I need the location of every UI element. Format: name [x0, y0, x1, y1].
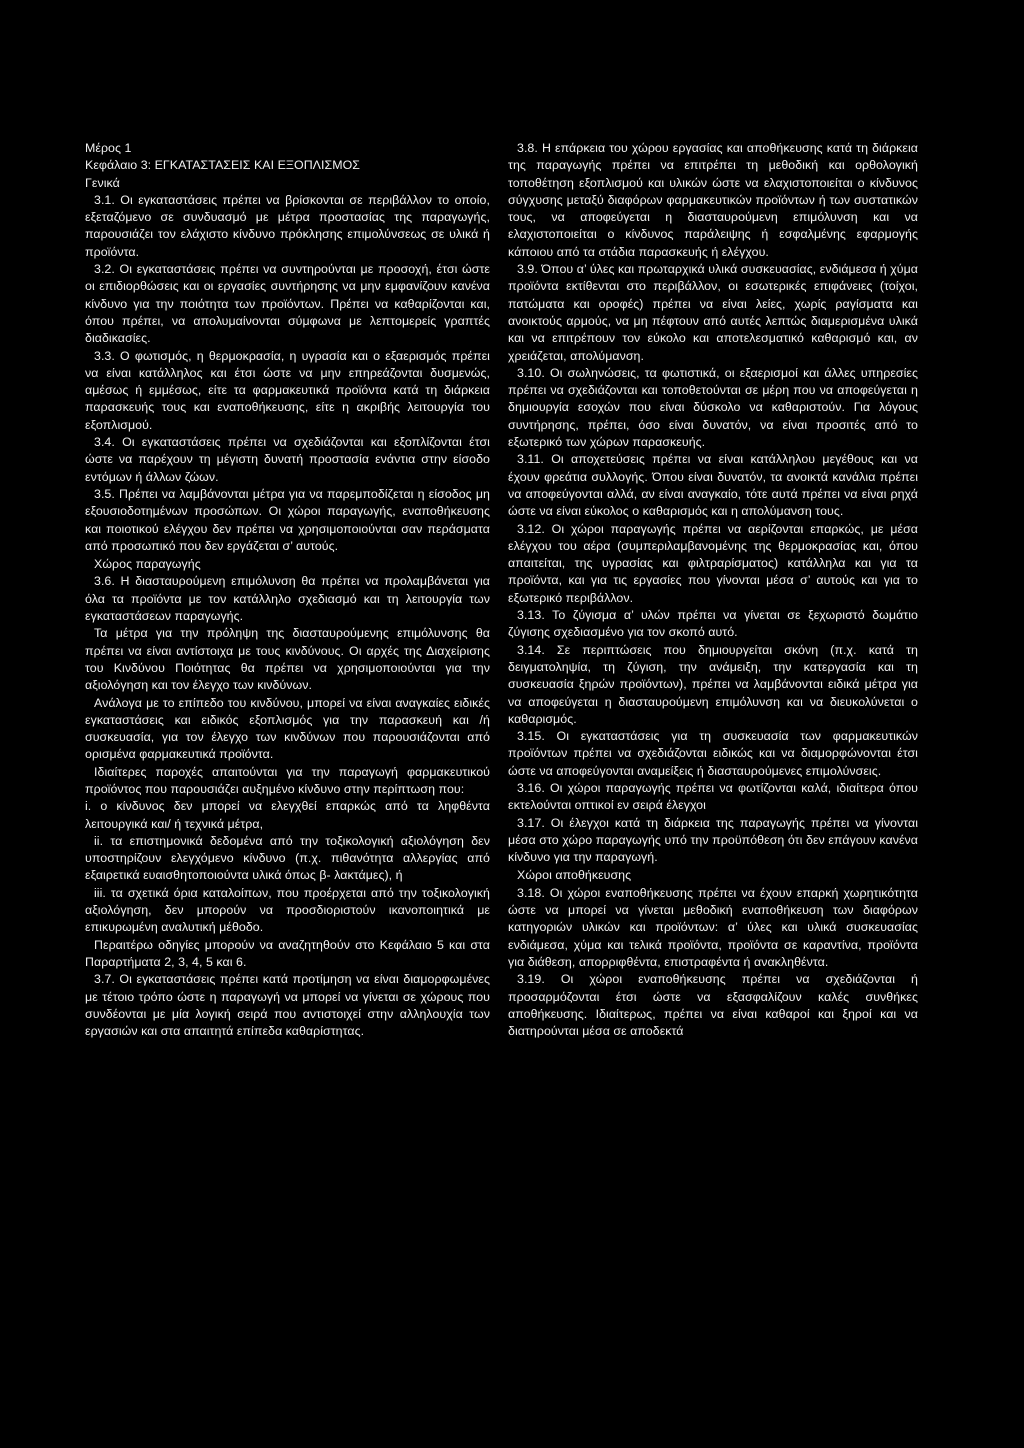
left-column [85, 140, 490, 1040]
section-heading-storage: Χώροι αποθήκευσης [517, 868, 632, 883]
paragraph-3-15: 3.15. Οι εγκαταστάσεις για τη συσκευασία των φαρμακευτικών προϊόντων πρέπει να σχεδιάζονται ειδικώς και να διαμορφώνονται έτσι ώστε να αποφεύγονται αναμείξεις ή διασταυρούμενες επιμολύνσεις. [508, 729, 918, 778]
paragraph-3-5: 3.5. Πρέπει να λαμβάνονται μέτρα για να παρεμποδίζεται η είσοδος μη εξουσιοδοτημένων προσώπων. Οι χώροι παραγωγής, εναποθήκευσης και ποιοτικού ελέγχου δεν πρέπει να χρησιμοποιούνται σαν περάσματα από προσωπικό που δεν εργάζεται σ’ αυτούς. [85, 486, 490, 553]
paragraph-3-7: 3.7. Οι εγκαταστάσεις πρέπει κατά προτίμηση να είναι διαμορφωμένες με τέτοιο τρόπο ώστε η παραγωγή να μπορεί να γίνεται σε χώρους που συνδέονται με μία λογική σειρά που αντιστοιχεί στην αλληλουχία των εργασιών και στα απαιτητά επίπεδα καθαρίστητας. [85, 972, 490, 1039]
paragraph-3-18: 3.18. Οι χώροι εναποθήκευσης πρέπει να έχουν επαρκή χωρητικότητα ώστε να μπορεί να γίνεται μεθοδική εναποθήκευση των διαφόρων κατηγοριών υλικών και προϊόντων: α’ ύλες και υλικά συσκευασίας ενδιάμεσα, χύμα και τελικά προϊόντα, προϊόντα σε καραντίνα, προϊόντα για διάθεση, απορριφθέντα, επιστραφέντα ή ανακληθέντα. [508, 885, 918, 969]
list-item-i: i. ο κίνδυνος δεν μπορεί να ελεγχθεί επαρκώς από τα ληφθέντα λειτουργικά και/ ή τεχνικά μέτρα, [85, 799, 490, 831]
paragraph-3-13: 3.13. Το ζύγισμα α’ υλών πρέπει να γίνεται σε ξεχωριστό δωμάτιο ζύγισης σχεδιασμένο για τον σκοπό αυτό. [508, 608, 918, 640]
paragraph-3-11: 3.11. Οι αποχετεύσεις πρέπει να είναι κατάλληλου μεγέθους και να έχουν φρεάτια συλλογής. Όπου είναι δυνατόν, τα ανοικτά κανάλια πρέπει να αποφεύγονται αλλά, αν είναι αναγκαίο, τότε αυτά πρέπει να είναι ρηχά ώστε να είναι εύκολος ο καθαρισμός και η απολύμανση τους. [508, 452, 918, 519]
paragraph-3-3: 3.3. Ο φωτισμός, η θερμοκρασία, η υγρασία και ο εξαερισμός πρέπει να είναι κατάλληλος και έτσι ώστε να μην επηρεάζονται δυσμενώς, αμέσως ή εμμέσως, είτε τα φαρμακευτικά προϊόντα κατά τη διάρκεια παρασκευής τους και εναποθήκευσης, είτε η ακριβής λειτουργία του εξοπλισμού. [85, 348, 490, 432]
paragraph-3-10: 3.10. Οι σωληνώσεις, τα φωτιστικά, οι εξαερισμοί και άλλες υπηρεσίες πρέπει να σχεδιάζονται και τοποθετούνται σε μέρη που να αποφεύγεται η δημιουργία εσοχών που είναι δύσκολο να καθαριστούν. Για λόγους συντήρησης, πρέπει, όσο είναι δυνατόν, να είναι προσιτές από το εξωτερικό των χώρων παρασκευής. [508, 365, 918, 450]
paragraph-3-12: 3.12. Οι χώροι παραγωγής πρέπει να αερίζονται επαρκώς, με μέσα ελέγχου του αέρα (συμπεριλαμβανομένης της θερμοκρασίας και, όπου απαιτείται, της υγρασίας και φιλτραρίσματος) κατάλληλα και για τα προϊόντα, και για τις εργασίες που γίνονται μέσα σ’ αυτούς και για το εξωτερικό περιβάλλον. [508, 521, 918, 605]
paragraph-3-6-risk-level: Ανάλογα με το επίπεδο του κινδύνου, μπορεί να είναι αναγκαίες ειδικές εγκαταστάσεις και ειδικός εξοπλισμός για την παρασκευή και /ή συσκευασία, για τον έλεγχο των κινδύνων που παρουσιάζονται από ορισμένα φαρμακευτικά προϊόντα. [85, 695, 490, 762]
paragraph-3-19: 3.19. Οι χώροι εναποθήκευσης πρέπει να σχεδιάζονται ή προσαρμόζονται έτσι ώστε να εξασφαλίζουν καλές συνθήκες αποθήκευσης. Ιδιαίτερως, πρέπει να είναι καθαροί και ξηροί και να διατηρούνται μέσα σε αποδεκτά [508, 972, 918, 1039]
paragraph-3-6-further: Περαιτέρω οδηγίες μπορούν να αναζητηθούν στο Κεφάλαιο 5 και στα Παραρτήματα 2, 3, 4, 5 και 6. [85, 937, 490, 969]
paragraph-3-16: 3.16. Οι χώροι παραγωγής πρέπει να φωτίζονται καλά, ιδιαίτερα όπου εκτελούνται οπτικοί εν σειρά έλεγχοι [508, 780, 918, 813]
list-item-iii: iii. τα σχετικά όρια καταλοίπων, που προέρχεται από την τοξικολογική αξιολόγηση, δεν μπορούν να προσδιοριστούν ικανοποιητικά με επικυρωμένη αναλυτική μέθοδο. [85, 885, 490, 935]
right-column [508, 140, 918, 1040]
chapter-heading: Κεφάλαιο 3: ΕΓΚΑΤΑΣΤΑΣΕΙΣ ΚΑΙ ΕΞΟΠΛΙΣΜΟΣ [85, 158, 360, 173]
paragraph-3-9: 3.9. Όπου α’ ύλες και πρωταρχικά υλικά συσκευασίας, ενδιάμεσα ή χύμα προϊόντα εκτίθενται στο περιβάλλον, οι εσωτερικές επιφάνειες (τοίχοι, πατώματα και οροφές) πρέπει να είναι λείες, χωρίς ραγίσματα και ανοικτούς αρμούς, να μη πέφτουν από αυτές λεπτώς διαμερισμένα υλικά και να επιτρέπουν τον εύκολο και αποτελεσματικό καθαρισμό και, αν χρειάζεται, απολύμανση. [508, 262, 918, 363]
part-heading: Μέρος 1 [85, 141, 132, 155]
section-heading-general: Γενικά [85, 175, 120, 190]
paragraph-3-1: 3.1. Οι εγκαταστάσεις πρέπει να βρίσκονται σε περιβάλλον το οποίο, εξεταζόμενο σε συνδυασμό με μέτρα προστασίας της παραγωγής, παρουσιάζει τον ελάχιστο κίνδυνο πρόκλησης επιμολύνσεως σε υλικά ή προϊόντα. [85, 192, 490, 259]
list-item-ii: ii. τα επιστημονικά δεδομένα από την τοξικολογική αξιολόγηση δεν υποστηρίζουν ελεγχόμενο κίνδυνο (π.χ. πιθανότητα αλλεργίας από εξαιρετικά ευαισθητοποιούντα υλικά όπως β- λακτάμες), ή [85, 833, 490, 883]
paragraph-3-6-measures: Τα μέτρα για την πρόληψη της διασταυρούμενης επιμόλυνσης θα πρέπει να είναι αντίστοιχα με τους κινδύνους. Οι αρχές της Διαχείρισης του Κινδύνου Ποιότητας θα πρέπει να χρησιμοποιούνται για την αξιολόγηση και τον έλεγχο των κινδύνων. [85, 626, 490, 693]
paragraph-3-14: 3.14. Σε περιπτώσεις που δημιουργείται σκόνη (π.χ. κατά τη δειγματοληψία, τη ζύγιση, την ανάμειξη, την κατεργασία και τη συσκευασία ξηρών προϊόντων), πρέπει να λαμβάνονται ειδικά μέτρα για να αποφεύγεται η διασταυρούμενη επιμόλυνση και να διευκολύνεται ο καθαρισμός. [508, 642, 918, 726]
paragraph-3-6-special: Ιδιαίτερες παροχές απαιτούνται για την παραγωγή φαρμακευτικού προϊόντος που παρουσιάζει αυξημένο κίνδυνο στην περίπτωση που: [85, 764, 490, 796]
paragraph-3-8: 3.8. Η επάρκεια του χώρου εργασίας και αποθήκευσης κατά τη διάρκεια της παραγωγής πρέπει να επιτρέπει τη μεθοδική και ορθολογική τοποθέτηση εξοπλισμού και υλικών ώστε να ελαχιστοποιείται ο κίνδυνος σύγχυσης μεταξύ διαφόρων φαρμακευτικών προϊόντων ή των συστατικών τους, να αποφεύγεται η διασταυρούμενη επιμόλυνση και να ελαχιστοποιείται ο κίνδυνος παράλειψης ή εσφαλμένης εφαρμογής κάποιου από τα στάδια παρασκευής ή ελέγχου. [508, 141, 918, 259]
paragraph-3-17: 3.17. Οι έλεγχοι κατά τη διάρκεια της παραγωγής πρέπει να γίνονται μέσα στο χώρο παραγωγής υπό την προϋπόθεση ότι δεν επάγουν κανένα κίνδυνο για την παραγωγή. [508, 815, 918, 865]
paragraph-3-6: 3.6. Η διασταυρούμενη επιμόλυνση θα πρέπει να προλαμβάνεται για όλα τα προϊόντα με τον κατάλληλο σχεδιασμό και τη λειτουργία των εγκαταστάσεων παραγωγής. [85, 574, 490, 624]
paragraph-3-4: 3.4. Οι εγκαταστάσεις πρέπει να σχεδιάζονται και εξοπλίζονται έτσι ώστε να παρέχουν τη μέγιστη δυνατή προστασία ενάντια στην είσοδο εντόμων ή άλλων ζώων. [85, 435, 490, 484]
paragraph-3-2: 3.2. Οι εγκαταστάσεις πρέπει να συντηρούνται με προσοχή, έτσι ώστε οι επιδιορθώσεις και οι εργασίες συντήρησης να μην εμφανίζουν κανένα κίνδυνο για την ποιότητα των προϊόντων. Πρέπει να καθαρίζονται και, όπου πρέπει, να απολυμαίνονται σύμφωνα με λεπτομερείς γραπτές διαδικασίες. [85, 262, 490, 346]
section-heading-production: Χώρος παραγωγής [94, 557, 201, 572]
